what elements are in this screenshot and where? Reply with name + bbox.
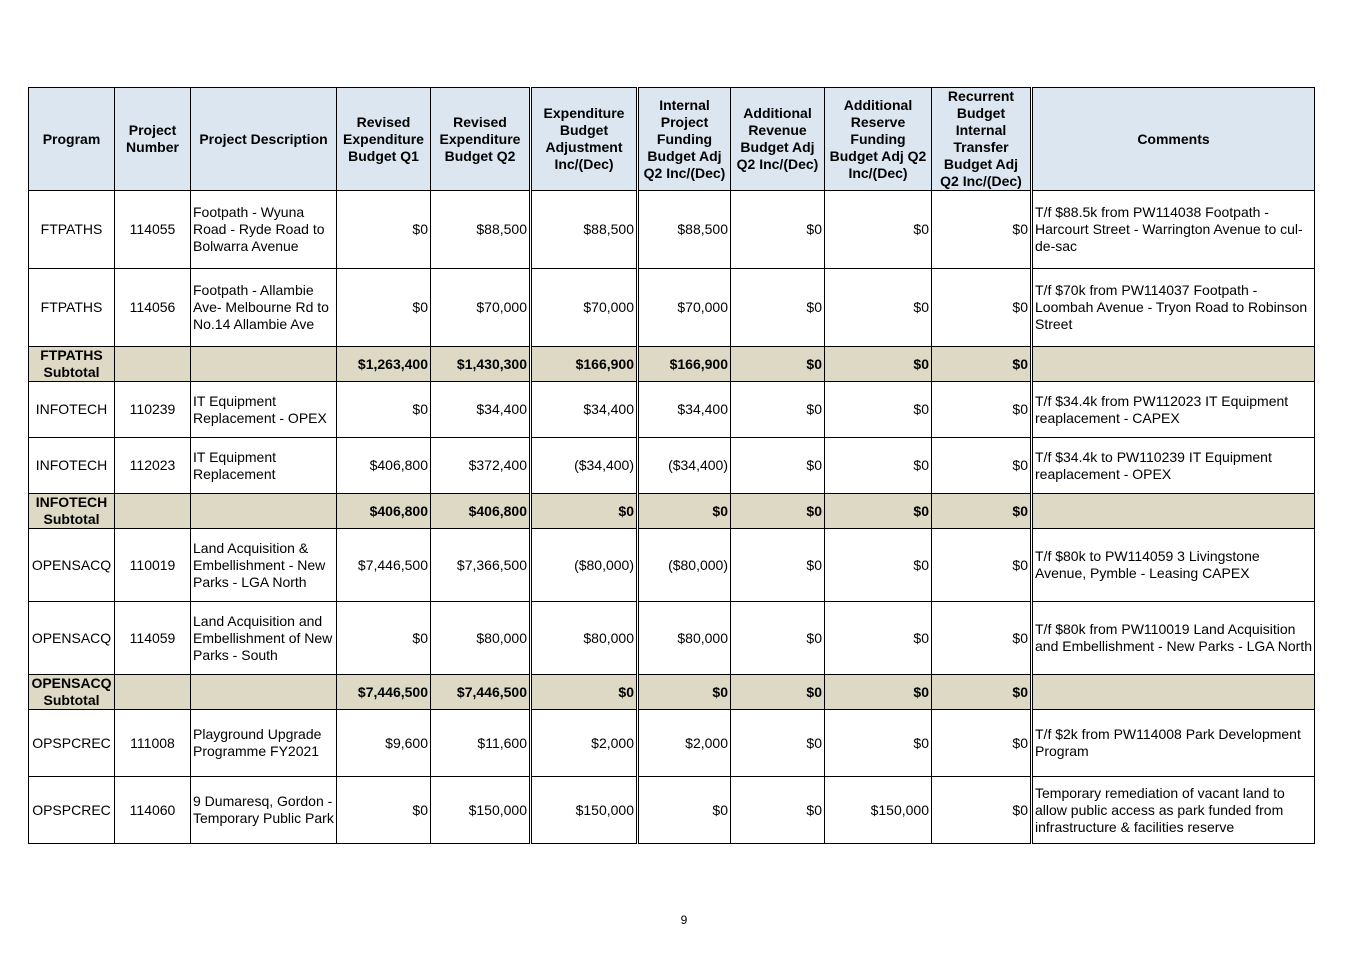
- cell-comment: T/f $80k to PW114059 3 Livingstone Avenue, Pymble - Leasing CAPEX: [1032, 529, 1315, 602]
- cell-program: OPENSACQ Subtotal: [29, 675, 115, 710]
- cell-project-number: 114059: [115, 602, 191, 675]
- cell-program: OPENSACQ: [29, 602, 115, 675]
- cell-revenue: $0: [731, 438, 825, 494]
- cell-q2: $80,000: [431, 602, 531, 675]
- cell-q1: $0: [337, 382, 431, 438]
- table-row: [29, 438, 1315, 494]
- header-program: Program: [29, 88, 115, 191]
- cell-recurrent: $0: [932, 347, 1032, 382]
- cell-q2: $11,600: [431, 710, 531, 777]
- cell-project-number: 114060: [115, 777, 191, 844]
- cell-comment: T/f $34.4k to PW110239 IT Equipment reaplacement - OPEX: [1032, 438, 1315, 494]
- cell-recurrent: $0: [932, 191, 1032, 269]
- cell-internal: $70,000: [638, 269, 731, 347]
- cell-reserve: $0: [825, 191, 932, 269]
- cell-recurrent: $0: [932, 777, 1032, 844]
- cell-reserve: $0: [825, 347, 932, 382]
- cell-recurrent: $0: [932, 710, 1032, 777]
- cell-revenue: $0: [731, 777, 825, 844]
- cell-internal: $34,400: [638, 382, 731, 438]
- cell-revenue: $0: [731, 494, 825, 529]
- cell-internal: $0: [638, 675, 731, 710]
- cell-program: OPSPCREC: [29, 777, 115, 844]
- cell-recurrent: $0: [932, 269, 1032, 347]
- cell-adjustment: $0: [531, 494, 638, 529]
- cell-project-number: 110239: [115, 382, 191, 438]
- cell-revenue: $0: [731, 675, 825, 710]
- cell-project-number: 112023: [115, 438, 191, 494]
- cell-description: [191, 347, 337, 382]
- cell-q2: $34,400: [431, 382, 531, 438]
- cell-recurrent: $0: [932, 602, 1032, 675]
- cell-program: INFOTECH Subtotal: [29, 494, 115, 529]
- cell-reserve: $0: [825, 710, 932, 777]
- cell-program: FTPATHS: [29, 269, 115, 347]
- cell-adjustment: $70,000: [531, 269, 638, 347]
- cell-description: Land Acquisition and Embellishment of New Parks - South: [191, 602, 337, 675]
- cell-adjustment: $166,900: [531, 347, 638, 382]
- header-project-description: Project Description: [191, 88, 337, 191]
- table-row: [29, 710, 1315, 777]
- cell-comment: [1032, 675, 1315, 710]
- cell-project-number: [115, 675, 191, 710]
- cell-program: OPSPCREC: [29, 710, 115, 777]
- cell-adjustment: $150,000: [531, 777, 638, 844]
- cell-project-number: [115, 494, 191, 529]
- subtotal-row: [29, 347, 1315, 382]
- cell-revenue: $0: [731, 529, 825, 602]
- table-row: [29, 777, 1315, 844]
- cell-comment: T/f $80k from PW110019 Land Acquisition and Embellishment - New Parks - LGA North: [1032, 602, 1315, 675]
- cell-project-number: [115, 347, 191, 382]
- cell-project-number: 111008: [115, 710, 191, 777]
- cell-adjustment: $0: [531, 675, 638, 710]
- cell-project-number: 110019: [115, 529, 191, 602]
- cell-program: FTPATHS: [29, 191, 115, 269]
- cell-adjustment: ($80,000): [531, 529, 638, 602]
- cell-adjustment: $88,500: [531, 191, 638, 269]
- cell-recurrent: $0: [932, 494, 1032, 529]
- cell-q1: $406,800: [337, 438, 431, 494]
- cell-q1: $0: [337, 269, 431, 347]
- cell-program: INFOTECH: [29, 382, 115, 438]
- cell-reserve: $0: [825, 269, 932, 347]
- cell-q1: $1,263,400: [337, 347, 431, 382]
- cell-description: Footpath - Allambie Ave- Melbourne Rd to No.14 Allambie Ave: [191, 269, 337, 347]
- table-row: [29, 191, 1315, 269]
- header-additional-revenue: Additional Revenue Budget Adj Q2 Inc/(Dec): [731, 88, 825, 191]
- cell-reserve: $0: [825, 602, 932, 675]
- cell-q2: $7,366,500: [431, 529, 531, 602]
- cell-reserve: $0: [825, 494, 932, 529]
- cell-program: INFOTECH: [29, 438, 115, 494]
- cell-q1: $7,446,500: [337, 529, 431, 602]
- header-revised-expenditure-q1: Revised Expenditure Budget Q1: [337, 88, 431, 191]
- cell-revenue: $0: [731, 602, 825, 675]
- cell-description: IT Equipment Replacement: [191, 438, 337, 494]
- cell-q2: $372,400: [431, 438, 531, 494]
- header-project-number: Project Number: [115, 88, 191, 191]
- cell-q1: $406,800: [337, 494, 431, 529]
- cell-comment: [1032, 494, 1315, 529]
- cell-recurrent: $0: [932, 382, 1032, 438]
- cell-internal: ($34,400): [638, 438, 731, 494]
- cell-recurrent: $0: [932, 438, 1032, 494]
- cell-q2: $1,430,300: [431, 347, 531, 382]
- cell-program: OPENSACQ: [29, 529, 115, 602]
- cell-reserve: $0: [825, 438, 932, 494]
- cell-description: IT Equipment Replacement - OPEX: [191, 382, 337, 438]
- cell-q1: $0: [337, 602, 431, 675]
- cell-description: [191, 494, 337, 529]
- subtotal-row: [29, 675, 1315, 710]
- cell-adjustment: $34,400: [531, 382, 638, 438]
- cell-reserve: $0: [825, 382, 932, 438]
- cell-comment: T/f $88.5k from PW114038 Footpath - Harcourt Street - Warrington Avenue to cul-de-sac: [1032, 191, 1315, 269]
- subtotal-row: [29, 494, 1315, 529]
- cell-revenue: $0: [731, 347, 825, 382]
- table-row: [29, 529, 1315, 602]
- cell-revenue: $0: [731, 710, 825, 777]
- cell-q2: $150,000: [431, 777, 531, 844]
- cell-comment: T/f $2k from PW114008 Park Development Program: [1032, 710, 1315, 777]
- table-row: [29, 602, 1315, 675]
- cell-adjustment: $2,000: [531, 710, 638, 777]
- cell-q1: $9,600: [337, 710, 431, 777]
- cell-recurrent: $0: [932, 675, 1032, 710]
- header-recurrent-budget: Recurrent Budget Internal Transfer Budget Adj Q2 Inc/(Dec): [932, 88, 1032, 191]
- cell-comment: T/f $70k from PW114037 Footpath - Loombah Avenue - Tryon Road to Robinson Street: [1032, 269, 1315, 347]
- header-row: [29, 88, 1315, 191]
- budget-adjustment-table: [28, 87, 1315, 844]
- cell-revenue: $0: [731, 382, 825, 438]
- cell-project-number: 114055: [115, 191, 191, 269]
- cell-description: 9 Dumaresq, Gordon - Temporary Public Park: [191, 777, 337, 844]
- cell-project-number: 114056: [115, 269, 191, 347]
- table-row: [29, 382, 1315, 438]
- cell-internal: $0: [638, 494, 731, 529]
- header-expenditure-adjustment: Expenditure Budget Adjustment Inc/(Dec): [531, 88, 638, 191]
- cell-comment: T/f $34.4k from PW112023 IT Equipment reaplacement - CAPEX: [1032, 382, 1315, 438]
- header-revised-expenditure-q2: Revised Expenditure Budget Q2: [431, 88, 531, 191]
- cell-internal: $166,900: [638, 347, 731, 382]
- cell-description: [191, 675, 337, 710]
- cell-description: Playground Upgrade Programme FY2021: [191, 710, 337, 777]
- cell-q1: $0: [337, 191, 431, 269]
- cell-q2: $7,446,500: [431, 675, 531, 710]
- cell-adjustment: ($34,400): [531, 438, 638, 494]
- cell-comment: [1032, 347, 1315, 382]
- cell-q1: $0: [337, 777, 431, 844]
- cell-internal: $80,000: [638, 602, 731, 675]
- header-additional-reserve: Additional Reserve Funding Budget Adj Q2 Inc/(Dec): [825, 88, 932, 191]
- cell-description: Land Acquisition & Embellishment - New Parks - LGA North: [191, 529, 337, 602]
- header-internal-project-funding: Internal Project Funding Budget Adj Q2 Inc/(Dec): [638, 88, 731, 191]
- cell-comment: Temporary remediation of vacant land to allow public access as park funded from infrastructure & facilities reserve: [1032, 777, 1315, 844]
- cell-reserve: $150,000: [825, 777, 932, 844]
- table-row: [29, 269, 1315, 347]
- cell-internal: ($80,000): [638, 529, 731, 602]
- header-comments: Comments: [1032, 88, 1315, 191]
- cell-reserve: $0: [825, 529, 932, 602]
- cell-program: FTPATHS Subtotal: [29, 347, 115, 382]
- cell-q2: $406,800: [431, 494, 531, 529]
- cell-q1: $7,446,500: [337, 675, 431, 710]
- cell-internal: $88,500: [638, 191, 731, 269]
- cell-recurrent: $0: [932, 529, 1032, 602]
- cell-internal: $0: [638, 777, 731, 844]
- cell-reserve: $0: [825, 675, 932, 710]
- page-number: 9: [680, 913, 688, 927]
- cell-q2: $70,000: [431, 269, 531, 347]
- cell-q2: $88,500: [431, 191, 531, 269]
- cell-adjustment: $80,000: [531, 602, 638, 675]
- cell-description: Footpath - Wyuna Road - Ryde Road to Bolwarra Avenue: [191, 191, 337, 269]
- cell-revenue: $0: [731, 269, 825, 347]
- cell-internal: $2,000: [638, 710, 731, 777]
- cell-revenue: $0: [731, 191, 825, 269]
